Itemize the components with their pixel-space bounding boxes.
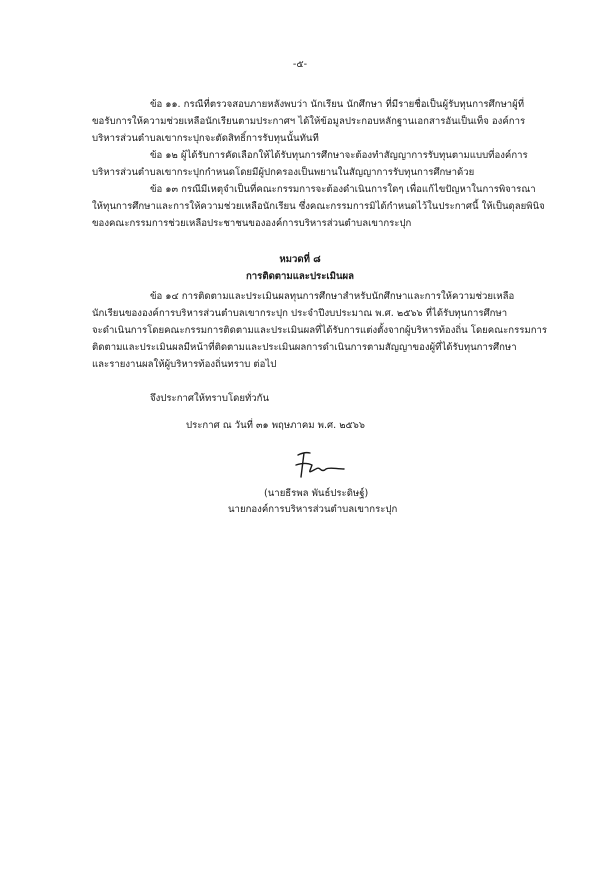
clause-14-line-3: จะดำเนินการโดยคณะกรรมการติดตามและประเมินผลที่ได้รับการแต่งตั้งจากผู้บริหารท้องถิ่น โดยคณะกรรมการ bbox=[92, 325, 548, 336]
page-number: -๕- bbox=[292, 59, 308, 70]
chapter-title: การติดตามและประเมินผล bbox=[245, 271, 355, 282]
clause-14-line-5: และรายงานผลให้ผู้บริหารท้องถิ่นทราบ ต่อไป bbox=[92, 359, 277, 370]
clause-14-line-4: ติดตามและประเมินผลมีหน้าที่ติดตามและประเมินผลการดำเนินการตามสัญญาของผู้ที่ได้รับทุนการศึกษา bbox=[92, 342, 517, 353]
clause-12-line-1: ข้อ ๑๒ ผู้ได้รับการคัดเลือกให้ได้รับทุนการศึกษาจะต้องทำสัญญาการรับทุนตามแบบที่องค์การ bbox=[150, 150, 528, 161]
signature bbox=[292, 449, 352, 481]
clause-11-line-2: ขอรับการให้ความช่วยเหลือนักเรียนตามประกาศฯ ได้ให้ข้อมูลประกอบหลักฐานเอกสารอันเป็นเท็จ องค์การ bbox=[92, 116, 526, 127]
announcement-date: ประกาศ ณ วันที่ ๓๑ พฤษภาคม พ.ศ. ๒๕๖๖ bbox=[186, 420, 365, 431]
chapter-number: หมวดที่ ๘ bbox=[279, 254, 321, 265]
closing-statement: จึงประกาศให้ทราบโดยทั่วกัน bbox=[150, 393, 270, 404]
clause-13-line-1: ข้อ ๑๓ กรณีมีเหตุจำเป็นที่คณะกรรมการจะต้องดำเนินการใดๆ เพื่อแก้ไขปัญหาในการพิจารณา bbox=[150, 184, 536, 195]
signatory-name: (นายธีรพล พันธ์ประดิษฐ์) bbox=[264, 488, 369, 499]
clause-11-line-3: บริหารส่วนตำบลเขากระปุกจะตัดสิทธิ์การรับทุนนั้นทันที bbox=[92, 133, 319, 144]
clause-14-line-1: ข้อ ๑๔ การติดตามและประเมินผลทุนการศึกษาสำหรับนักศึกษาและการให้ความช่วยเหลือ bbox=[150, 291, 515, 302]
clause-13-line-2: ให้ทุนการศึกษาและการให้ความช่วยเหลือนักเรียน ซึ่งคณะกรรมการมิได้กำหนดไว้ในประกาศนี้ ให้เป็นดุลยพินิจ bbox=[92, 201, 545, 212]
clause-13-line-3: ของคณะกรรมการช่วยเหลือประชาชนขององค์การบริหารส่วนตำบลเขากระปุก bbox=[92, 218, 412, 229]
clause-11-line-1: ข้อ ๑๑. กรณีที่ตรวจสอบภายหลังพบว่า นักเรียน นักศึกษา ที่มีรายชื่อเป็นผู้รับทุนการศึกษาผู้ที่ bbox=[150, 99, 525, 110]
clause-14-line-2: นักเรียนขององค์การบริหารส่วนตำบลเขากระปุก ประจำปีงบประมาณ พ.ศ. ๒๕๖๖ ที่ได้รับทุนการศึกษา bbox=[92, 308, 508, 319]
clause-12-line-2: บริหารส่วนตำบลเขากระปุกกำหนดโดยมีผู้ปกครองเป็นพยานในสัญญาการรับทุนการศึกษาด้วย bbox=[92, 167, 475, 178]
signatory-position: นายกองค์การบริหารส่วนตำบลเขากระปุก bbox=[228, 504, 398, 515]
